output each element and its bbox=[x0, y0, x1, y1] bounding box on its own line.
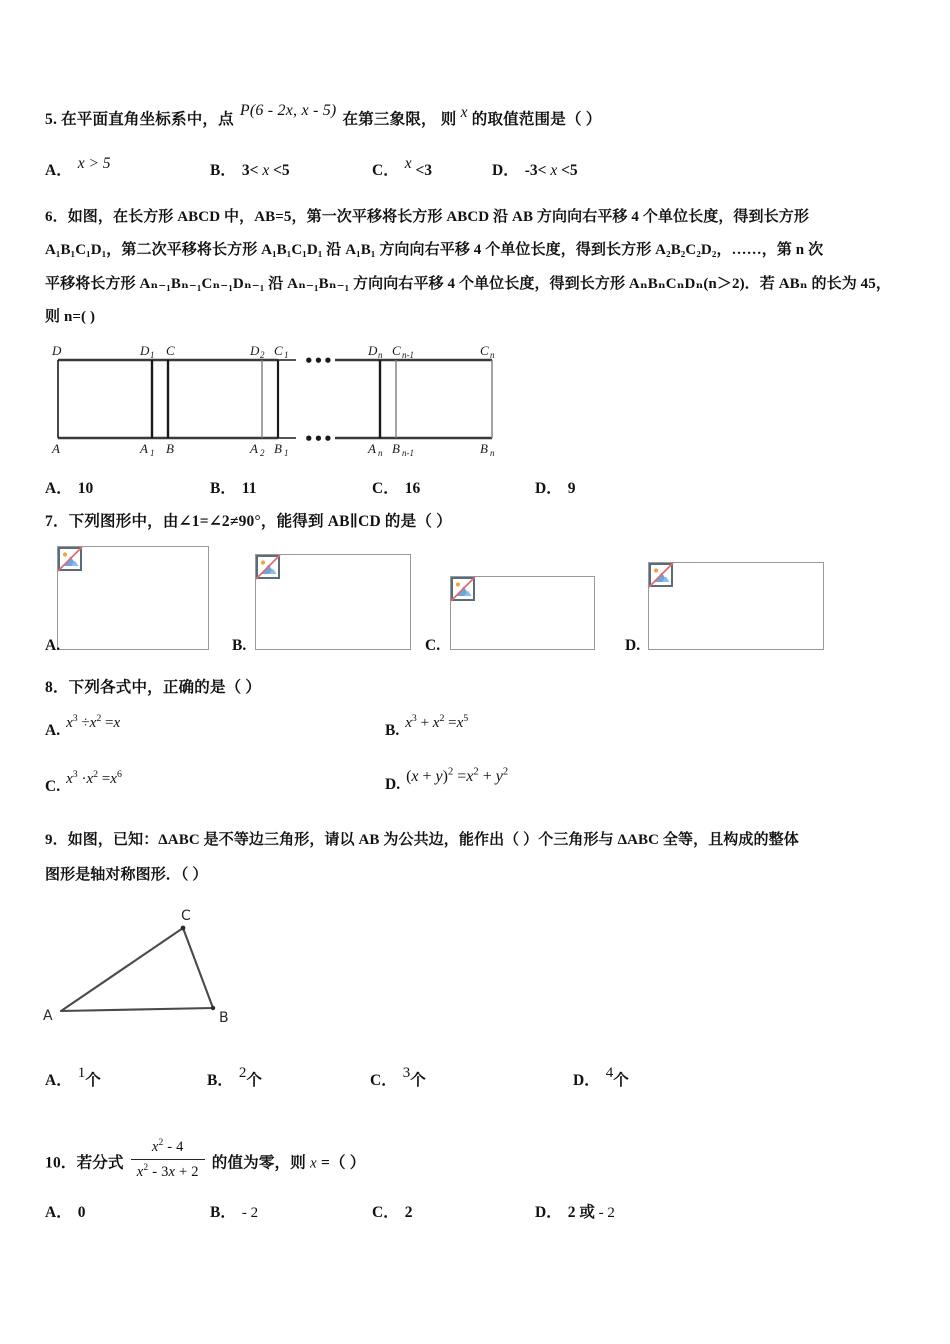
svg-text:•••: ••• bbox=[304, 352, 333, 370]
fraction-denominator: $x^2 - 3x + 2$ bbox=[136, 1162, 199, 1181]
question-9-option-b[interactable] bbox=[207, 1065, 262, 1090]
svg-text:C: C bbox=[480, 343, 489, 358]
svg-text:A: A bbox=[368, 441, 376, 456]
option-text: - 2 bbox=[241, 1205, 259, 1221]
option-unit: 个 bbox=[246, 1072, 262, 1089]
svg-text:•••: ••• bbox=[304, 430, 333, 448]
option-text: 11 bbox=[241, 480, 257, 497]
option-label: A． bbox=[45, 480, 72, 497]
svg-text:B: B bbox=[274, 441, 282, 456]
question-7-option-c-label[interactable]: C. bbox=[425, 637, 441, 654]
question-5-stem-end: 的取值范围是（ ） bbox=[471, 111, 602, 128]
question-5-stem-after: 在第三象限， 则 bbox=[342, 111, 457, 128]
question-7-option-a-box[interactable] bbox=[57, 546, 209, 650]
svg-text:C: C bbox=[392, 343, 401, 358]
option-label: D． bbox=[535, 1204, 562, 1221]
option-label: A． bbox=[45, 1204, 72, 1221]
option-label: B． bbox=[207, 1072, 233, 1089]
translated-rectangles-svg bbox=[40, 340, 510, 458]
question-6-option-b[interactable] bbox=[210, 476, 257, 498]
question-9-option-c[interactable] bbox=[370, 1065, 426, 1090]
question-5-point-expression: P(6 - 2x, x - 5) bbox=[239, 102, 337, 119]
question-5-stem-before: 在平面直角坐标系中，点 bbox=[61, 111, 234, 128]
question-7-option-b-box[interactable] bbox=[255, 554, 411, 650]
svg-text:1: 1 bbox=[150, 448, 155, 458]
option-text: x > 5 bbox=[77, 155, 111, 172]
question-5-option-b[interactable] bbox=[210, 158, 290, 180]
option-text: -3< x <5 bbox=[524, 162, 578, 179]
question-7-option-d-label[interactable]: D. bbox=[625, 637, 641, 654]
question-10-option-a[interactable] bbox=[45, 1200, 85, 1222]
option-label: C． bbox=[372, 1204, 399, 1221]
question-5-option-a[interactable] bbox=[45, 155, 111, 180]
option-number: 2 bbox=[238, 1065, 247, 1081]
question-7-stem: 7．下列图形中，由∠1=∠2≠90°，能得到 AB∥CD 的是（ ） bbox=[45, 513, 452, 530]
option-text: 9 bbox=[567, 480, 576, 497]
question-8-stem: 8．下列各式中，正确的是（ ） bbox=[45, 679, 262, 696]
option-label: C． bbox=[372, 480, 399, 497]
svg-text:A: A bbox=[52, 441, 60, 456]
question-8-option-a[interactable] bbox=[45, 713, 121, 740]
question-8-option-c[interactable] bbox=[45, 769, 122, 796]
question-10-stem-before: 10．若分式 bbox=[45, 1154, 124, 1172]
svg-text:1: 1 bbox=[284, 350, 289, 360]
question-7-option-d-box[interactable] bbox=[648, 562, 824, 650]
question-5-number: 5. bbox=[45, 111, 58, 128]
broken-image-icon bbox=[255, 554, 281, 585]
svg-text:n: n bbox=[378, 448, 383, 458]
question-10-stem bbox=[45, 1137, 366, 1188]
svg-text:n: n bbox=[378, 350, 383, 360]
question-6-line-3: 平移将长方形 Aₙ₋₁Bₙ₋₁Cₙ₋₁Dₙ₋₁ 沿 Aₙ₋₁Bₙ₋₁ 方向向右平移 4 个单位长度，得到长方形 AₙBₙCₙDₙ(n＞2)．若 ABₙ 的长为 45， bbox=[45, 275, 891, 292]
svg-text:C: C bbox=[166, 343, 175, 358]
svg-text:A: A bbox=[43, 1008, 53, 1024]
option-label: B． bbox=[210, 480, 236, 497]
question-10-option-c[interactable] bbox=[372, 1200, 412, 1222]
svg-text:C: C bbox=[181, 908, 191, 924]
question-5-option-d[interactable] bbox=[492, 158, 578, 180]
option-label: B. bbox=[385, 722, 400, 739]
option-unit: 个 bbox=[613, 1072, 629, 1089]
svg-text:A: A bbox=[140, 441, 148, 456]
question-8-option-d[interactable] bbox=[385, 766, 509, 794]
option-label: A. bbox=[45, 722, 61, 739]
option-text: 2 bbox=[404, 1204, 413, 1221]
option-text: 10 bbox=[77, 480, 94, 497]
svg-text:1: 1 bbox=[150, 350, 155, 360]
svg-text:n-1: n-1 bbox=[402, 448, 414, 458]
svg-text:n: n bbox=[490, 350, 495, 360]
option-label: A． bbox=[45, 162, 72, 179]
question-5-variable: x bbox=[460, 104, 468, 121]
question-6-option-c[interactable] bbox=[372, 476, 420, 498]
question-10-option-b[interactable] bbox=[210, 1200, 258, 1222]
svg-text:2: 2 bbox=[260, 350, 265, 360]
question-10-stem-end: =（ ） bbox=[320, 1154, 366, 1172]
question-7-option-a-label[interactable]: A. bbox=[45, 637, 61, 654]
option-label: A． bbox=[45, 1072, 72, 1089]
option-number: 1 bbox=[77, 1065, 86, 1081]
svg-text:2: 2 bbox=[260, 448, 265, 458]
question-9-figure bbox=[35, 903, 275, 1038]
svg-text:B: B bbox=[219, 1010, 229, 1026]
question-9-option-a[interactable] bbox=[45, 1065, 101, 1090]
question-5-stem bbox=[45, 102, 602, 133]
fraction-numerator: $x^2 - 4$ bbox=[131, 1136, 205, 1160]
option-text: 0 bbox=[77, 1204, 86, 1221]
option-text: 2 或 - 2 bbox=[567, 1204, 615, 1221]
question-6-option-d[interactable] bbox=[535, 476, 575, 498]
svg-text:A: A bbox=[250, 441, 258, 456]
option-number: 3 bbox=[402, 1065, 411, 1081]
question-9-option-d[interactable] bbox=[573, 1065, 629, 1090]
svg-text:B: B bbox=[480, 441, 488, 456]
svg-text:B: B bbox=[392, 441, 400, 456]
question-8-option-b[interactable] bbox=[385, 713, 469, 740]
question-10-variable: x bbox=[310, 1155, 317, 1172]
question-6-line-1: 6．如图，在长方形 ABCD 中，AB=5，第一次平移将长方形 ABCD 沿 AB 方向向右平移 4 个单位长度，得到长方形 bbox=[45, 209, 809, 225]
svg-text:n-1: n-1 bbox=[402, 350, 414, 360]
svg-text:C: C bbox=[274, 343, 283, 358]
svg-text:n: n bbox=[490, 448, 495, 458]
option-expression: $(x + y)^2 =x^2 + y^2$ bbox=[406, 766, 509, 785]
question-5-option-c[interactable] bbox=[372, 155, 433, 180]
question-6-line-2: A₁B₁C₁D₁，第二次平移将长方形 A₁B₁C₁D₁ 沿 A₁B₁ 方向向右平移 4 个单位长度，得到长方形 A₂B₂C₂D₂，……，第 n 次 bbox=[45, 242, 824, 259]
option-label: D． bbox=[492, 162, 519, 179]
option-text: x <3 bbox=[404, 155, 433, 179]
option-label: C． bbox=[370, 1072, 397, 1089]
svg-text:D: D bbox=[140, 343, 150, 358]
option-label: B． bbox=[210, 162, 236, 179]
question-6-line-4: 则 n=( ) bbox=[45, 308, 96, 325]
svg-text:1: 1 bbox=[284, 448, 289, 458]
option-label: C． bbox=[372, 162, 399, 179]
option-label: D. bbox=[385, 776, 401, 793]
question-7-option-b-label[interactable]: B. bbox=[232, 637, 247, 654]
option-unit: 个 bbox=[85, 1072, 101, 1089]
svg-text:B: B bbox=[166, 441, 174, 456]
broken-image-icon bbox=[648, 562, 674, 593]
broken-image-icon bbox=[450, 576, 476, 607]
option-label: B． bbox=[210, 1204, 236, 1221]
svg-text:D: D bbox=[52, 343, 62, 358]
option-text: 3< x <5 bbox=[241, 162, 290, 179]
option-expression: $x^3 \div x^2 =x$ bbox=[66, 713, 121, 731]
option-text: 16 bbox=[404, 480, 421, 497]
question-6-option-a[interactable] bbox=[45, 476, 93, 498]
option-label: D． bbox=[573, 1072, 600, 1089]
broken-image-icon bbox=[57, 546, 83, 577]
question-9-line-1: 9．如图，已知：ΔABC 是不等边三角形，请以 AB 为公共边，能作出（ ）个三角形与 ΔABC 全等，且构成的整体 bbox=[45, 832, 799, 848]
option-label: C. bbox=[45, 778, 61, 795]
question-10-option-d[interactable] bbox=[535, 1200, 615, 1222]
svg-text:D: D bbox=[368, 343, 378, 358]
question-7-option-c-box[interactable] bbox=[450, 576, 595, 650]
question-9-line-2: 图形是轴对称图形．（ ） bbox=[45, 867, 208, 884]
question-10-fraction bbox=[131, 1136, 205, 1184]
option-number: 4 bbox=[605, 1065, 614, 1081]
question-9-stem bbox=[45, 828, 930, 888]
option-expression: $x^3 + x^2 =x^5$ bbox=[405, 713, 469, 731]
question-6-stem bbox=[45, 205, 925, 329]
question-6-figure bbox=[40, 340, 510, 458]
option-expression: $x^3 \cdot x^2 =x^6$ bbox=[66, 769, 122, 787]
svg-text:D: D bbox=[250, 343, 260, 358]
option-unit: 个 bbox=[410, 1072, 426, 1089]
option-label: D． bbox=[535, 480, 562, 497]
scalene-triangle-svg bbox=[35, 903, 275, 1033]
question-10-stem-after: 的值为零，则 bbox=[211, 1154, 306, 1172]
